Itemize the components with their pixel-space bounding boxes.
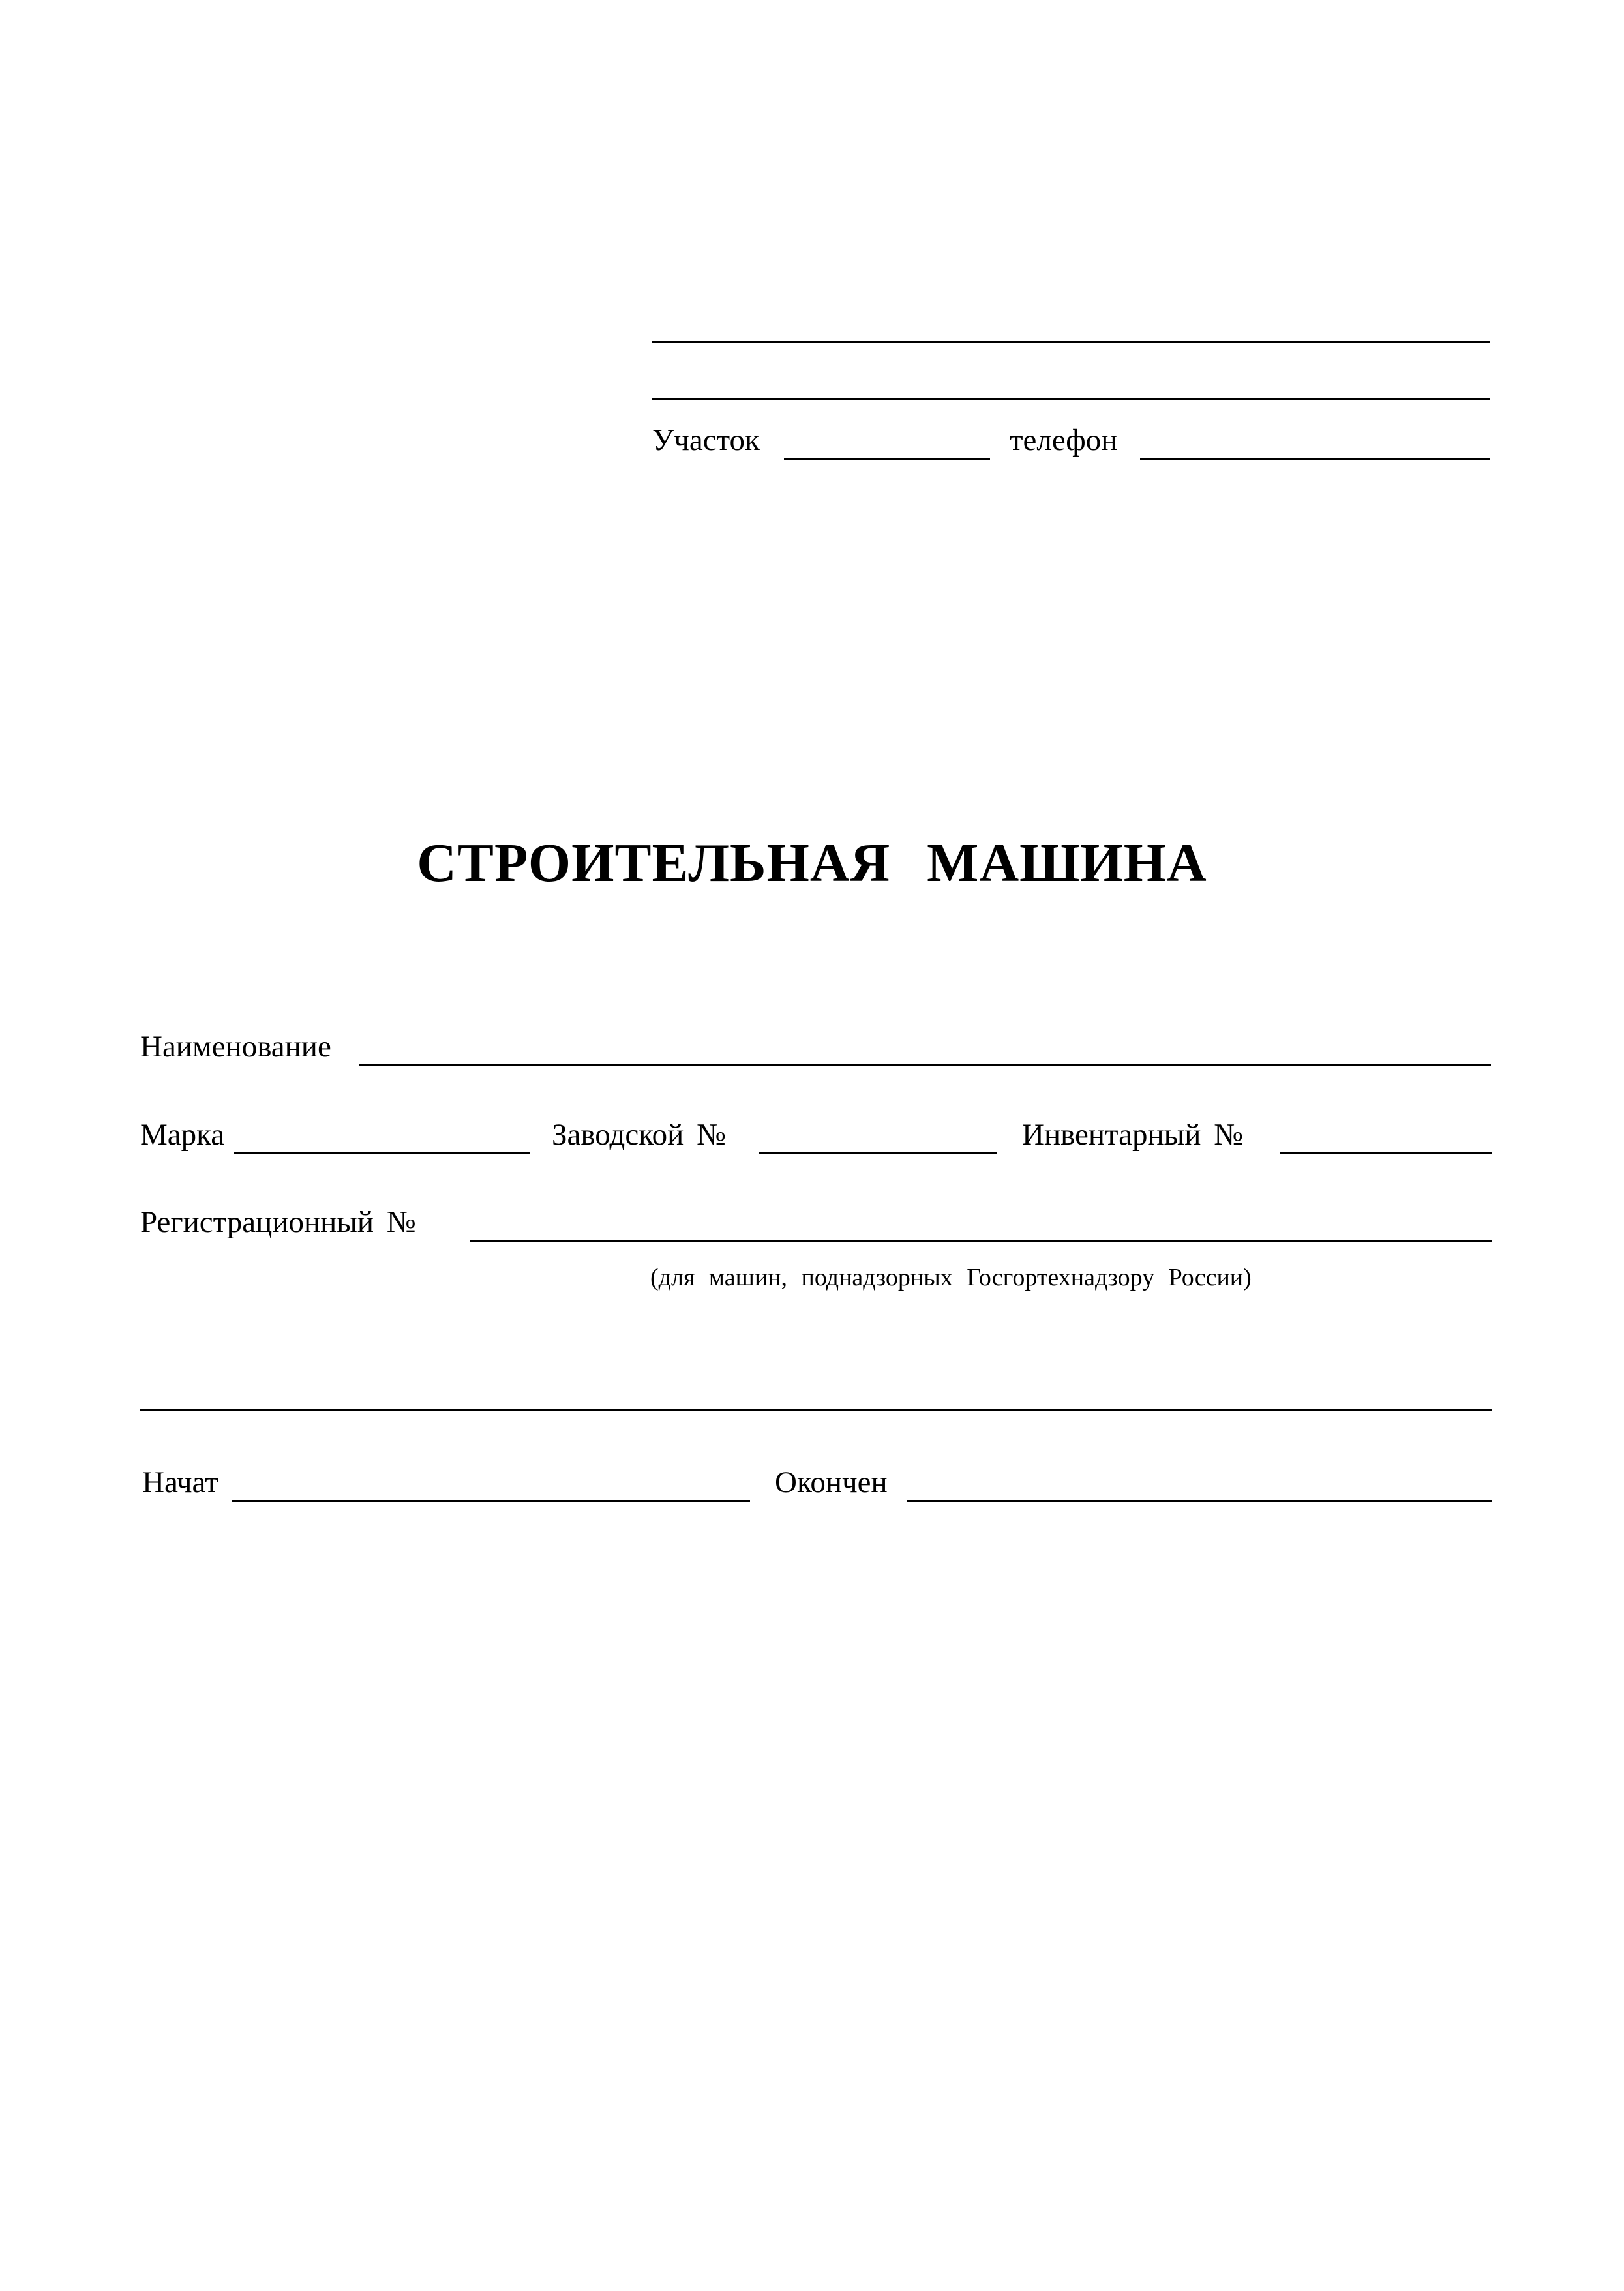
brand-label: Марка (140, 1118, 225, 1152)
phone-field[interactable] (1140, 425, 1490, 460)
finished-field[interactable] (907, 1467, 1492, 1502)
page-title: СТРОИТЕЛЬНАЯ МАШИНА (417, 833, 1207, 893)
phone-label: телефон (1010, 423, 1118, 457)
name-field[interactable] (359, 1032, 1491, 1066)
separator-line (140, 1409, 1492, 1411)
name-label: Наименование (140, 1030, 331, 1064)
registration-no-field[interactable] (470, 1207, 1492, 1242)
inventory-no-field[interactable] (1280, 1120, 1492, 1154)
started-field[interactable] (232, 1467, 750, 1502)
brand-field[interactable] (234, 1120, 530, 1154)
inventory-no-label: Инвентарный № (1022, 1118, 1243, 1152)
registration-note: (для машин, поднадзорных Госгортехнадзору России) (650, 1264, 1252, 1291)
header-line-1 (652, 341, 1490, 343)
header-line-2 (652, 398, 1490, 400)
finished-label: Окончен (775, 1465, 888, 1499)
factory-no-label: Заводской № (552, 1118, 726, 1152)
factory-no-field[interactable] (759, 1120, 997, 1154)
section-field[interactable] (784, 425, 990, 460)
registration-no-label: Регистрационный № (140, 1205, 416, 1239)
section-label: Участок (652, 423, 760, 457)
started-label: Начат (142, 1465, 218, 1499)
